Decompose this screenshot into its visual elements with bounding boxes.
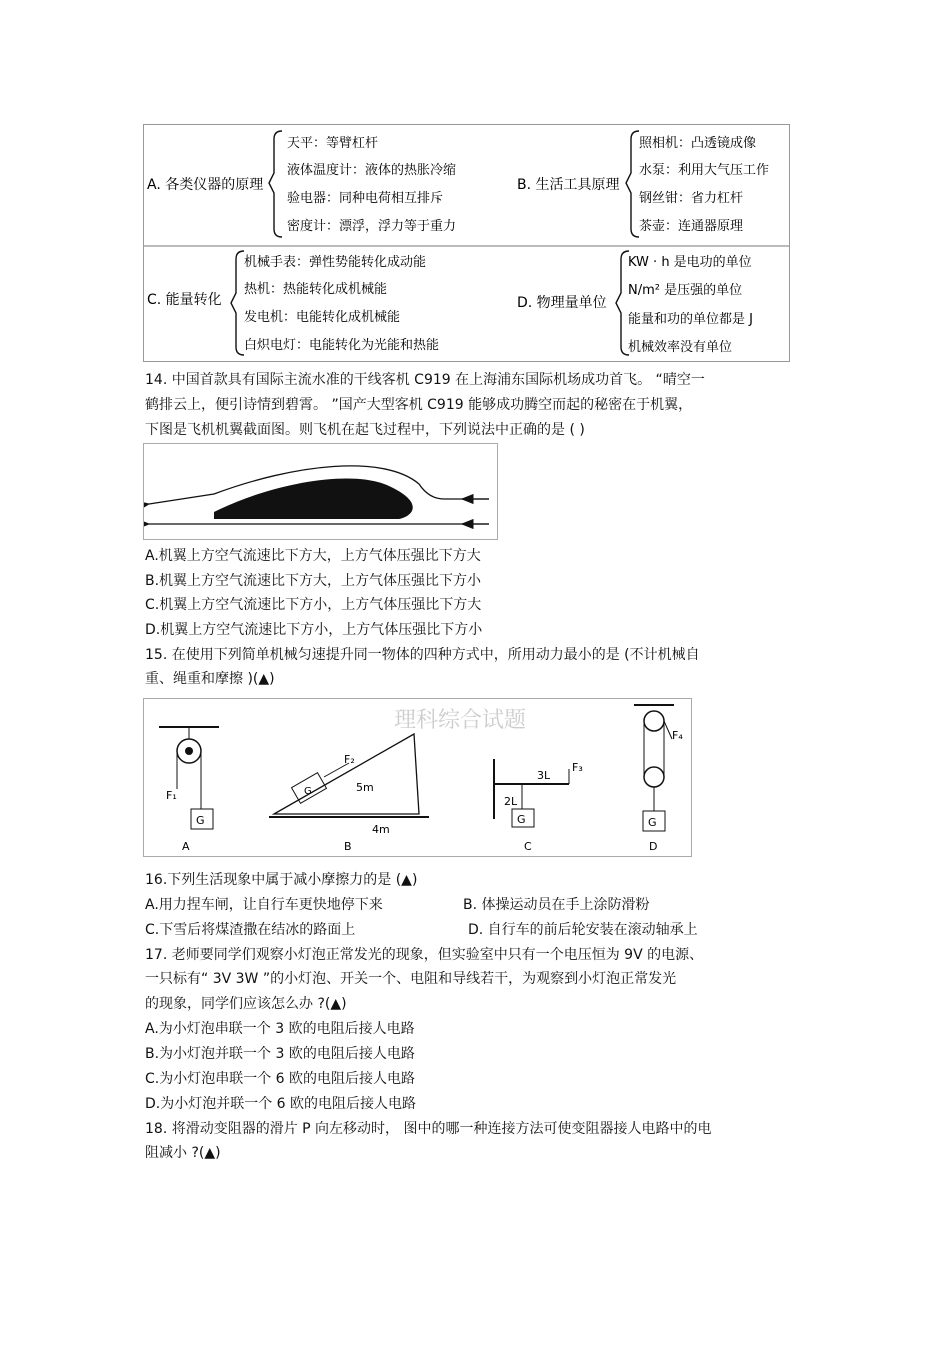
figure-label: A — [182, 840, 190, 853]
question-16-option: B. 体操运动员在手上涂防滑粉 — [463, 897, 650, 913]
question-18-text: 18. 将滑动变阻器的滑片 P 向左移动时， 图中的哪一种连接方法可使变阻器接人电路中的电 — [145, 1121, 712, 1137]
q13-diagram — [144, 125, 789, 361]
machine-a-fixed-pulley — [159, 727, 219, 853]
question-16-option: D. 自行车的前后轮安装在滚动轴承上 — [468, 922, 698, 938]
question-15-text: 重、绳重和摩擦 )(▲) — [145, 671, 275, 687]
q13-b-item: 照相机：凸透镜成像 — [639, 136, 757, 151]
question-17-option: A.为小灯泡串联一个 3 欧的电阻后接人电路 — [145, 1021, 415, 1037]
machine-c-lever — [494, 759, 583, 853]
figure-label: B — [344, 840, 352, 853]
question-17-text: 17. 老师要同学们观察小灯泡正常发光的现象，但实验室中只有一个电压恒为 9V 的电源、 — [145, 947, 704, 963]
figure-label: F₂ — [344, 753, 355, 766]
q13-c-item: 机械手表：弹性势能转化成动能 — [244, 255, 427, 270]
question-17-option: B.为小灯泡并联一个 3 欧的电阻后接人电路 — [145, 1046, 415, 1062]
machines-diagram — [144, 699, 691, 856]
q13-d-item: 机械效率没有单位 — [628, 340, 733, 355]
figure-label: D — [649, 840, 658, 853]
figure-label: G — [304, 786, 312, 797]
q13-b-item: 水泵：利用大气压工作 — [639, 163, 770, 178]
machine-d-pulley-block — [634, 705, 683, 853]
question-17-text: 的现象，同学们应该怎么办 ?(▲) — [145, 996, 347, 1012]
figure-label: F₃ — [572, 761, 583, 774]
q13-d-label: D. 物理量单位 — [517, 295, 607, 311]
q13-a-item: 密度计：漂浮，浮力等于重力 — [287, 219, 457, 234]
figure-label: F₄ — [672, 729, 683, 742]
q13-b-brace — [626, 131, 639, 237]
q13-c-label: C. 能量转化 — [147, 292, 222, 308]
watermark-text: 理科综合试题 — [394, 708, 527, 733]
question-17-option: D.为小灯泡并联一个 6 欧的电阻后接人电路 — [145, 1096, 417, 1112]
wing-shape — [214, 478, 413, 519]
question-16-text: 16.下列生活现象中属于减小摩擦力的是 (▲) — [145, 872, 418, 888]
question-14-option: A.机翼上方空气流速比下方大，上方气体压强比下方大 — [145, 548, 481, 564]
q13-d-item: KW · h 是电功的单位 — [628, 255, 752, 270]
question-17-text: 一只标有“ 3V 3W ”的小灯泡、开关一个、电阻和导线若干，为观察到小灯泡正常发光 — [145, 971, 677, 987]
q13-b-item: 钢丝钳：省力杠杆 — [639, 191, 744, 206]
question-16-option: C.下雪后将煤渣撒在结冰的路面上 — [145, 922, 356, 938]
question-14-option: D.机翼上方空气流速比下方小，上方气体压强比下方小 — [145, 622, 483, 638]
figure-label: G — [196, 814, 205, 827]
q13-a-item: 验电器：同种电荷相互排斥 — [287, 191, 444, 206]
q13-c-item: 发电机：电能转化成机械能 — [244, 310, 401, 325]
question-14-text: 鹤排云上，便引诗情到碧霄。 ”国产大型客机 C919 能够成功腾空而起的秘密在于机翼， — [145, 397, 693, 413]
figure-label: G — [517, 813, 526, 826]
machine-b-incline — [269, 734, 429, 853]
wing-diagram — [144, 444, 497, 539]
q13-d-item: 能量和功的单位都是 J — [628, 312, 753, 327]
figure-label: G — [648, 816, 657, 829]
q13-c-brace — [231, 251, 244, 355]
figure-label: 2L — [504, 795, 518, 808]
q13-a-brace — [269, 131, 282, 237]
question-15-text: 15. 在使用下列简单机械匀速提升同一物体的四种方式中，所用动力最小的是 (不计机械自 — [145, 647, 700, 663]
q13-c-item: 热机：热能转化成机械能 — [244, 282, 388, 297]
question-16-option: A.用力捏车闸，让自行车更快地停下来 — [145, 897, 383, 913]
q13-a-label: A. 各类仪器的原理 — [147, 177, 264, 193]
q13-a-item: 液体温度计：液体的热胀冷缩 — [287, 163, 457, 178]
q13-b-label: B. 生活工具原理 — [517, 177, 620, 193]
q13-a-item: 天平：等臂杠杆 — [287, 136, 379, 151]
question-14-option: B.机翼上方空气流速比下方大，上方气体压强比下方小 — [145, 573, 482, 589]
q13-b-item: 茶壶：连通器原理 — [639, 219, 744, 234]
question-18-text: 阻减小 ?(▲) — [145, 1145, 221, 1161]
q13-d-item: N/m² 是压强的单位 — [628, 283, 743, 298]
question-14-text: 14. 中国首款具有国际主流水准的干线客机 C919 在上海浦东国际机场成功首飞。 “晴空一 — [145, 372, 705, 388]
figure-label: 4m — [372, 823, 390, 836]
q13-c-item: 白炽电灯：电能转化为光能和热能 — [244, 338, 440, 353]
question-14-option: C.机翼上方空气流速比下方小，上方气体压强比下方大 — [145, 597, 482, 613]
question-13-figure — [143, 124, 790, 362]
figure-label: F₁ — [166, 789, 177, 802]
question-17-option: C.为小灯泡串联一个 6 欧的电阻后接人电路 — [145, 1071, 416, 1087]
figure-label: 3L — [537, 769, 551, 782]
figure-label: C — [524, 840, 532, 853]
wing-cross-section-figure — [143, 443, 498, 540]
question-14-text: 下图是飞机机翼截面图。则飞机在起飞过程中，下列说法中正确的是 ( ) — [145, 422, 585, 438]
simple-machines-figure — [143, 698, 692, 857]
figure-label: 5m — [356, 781, 374, 794]
